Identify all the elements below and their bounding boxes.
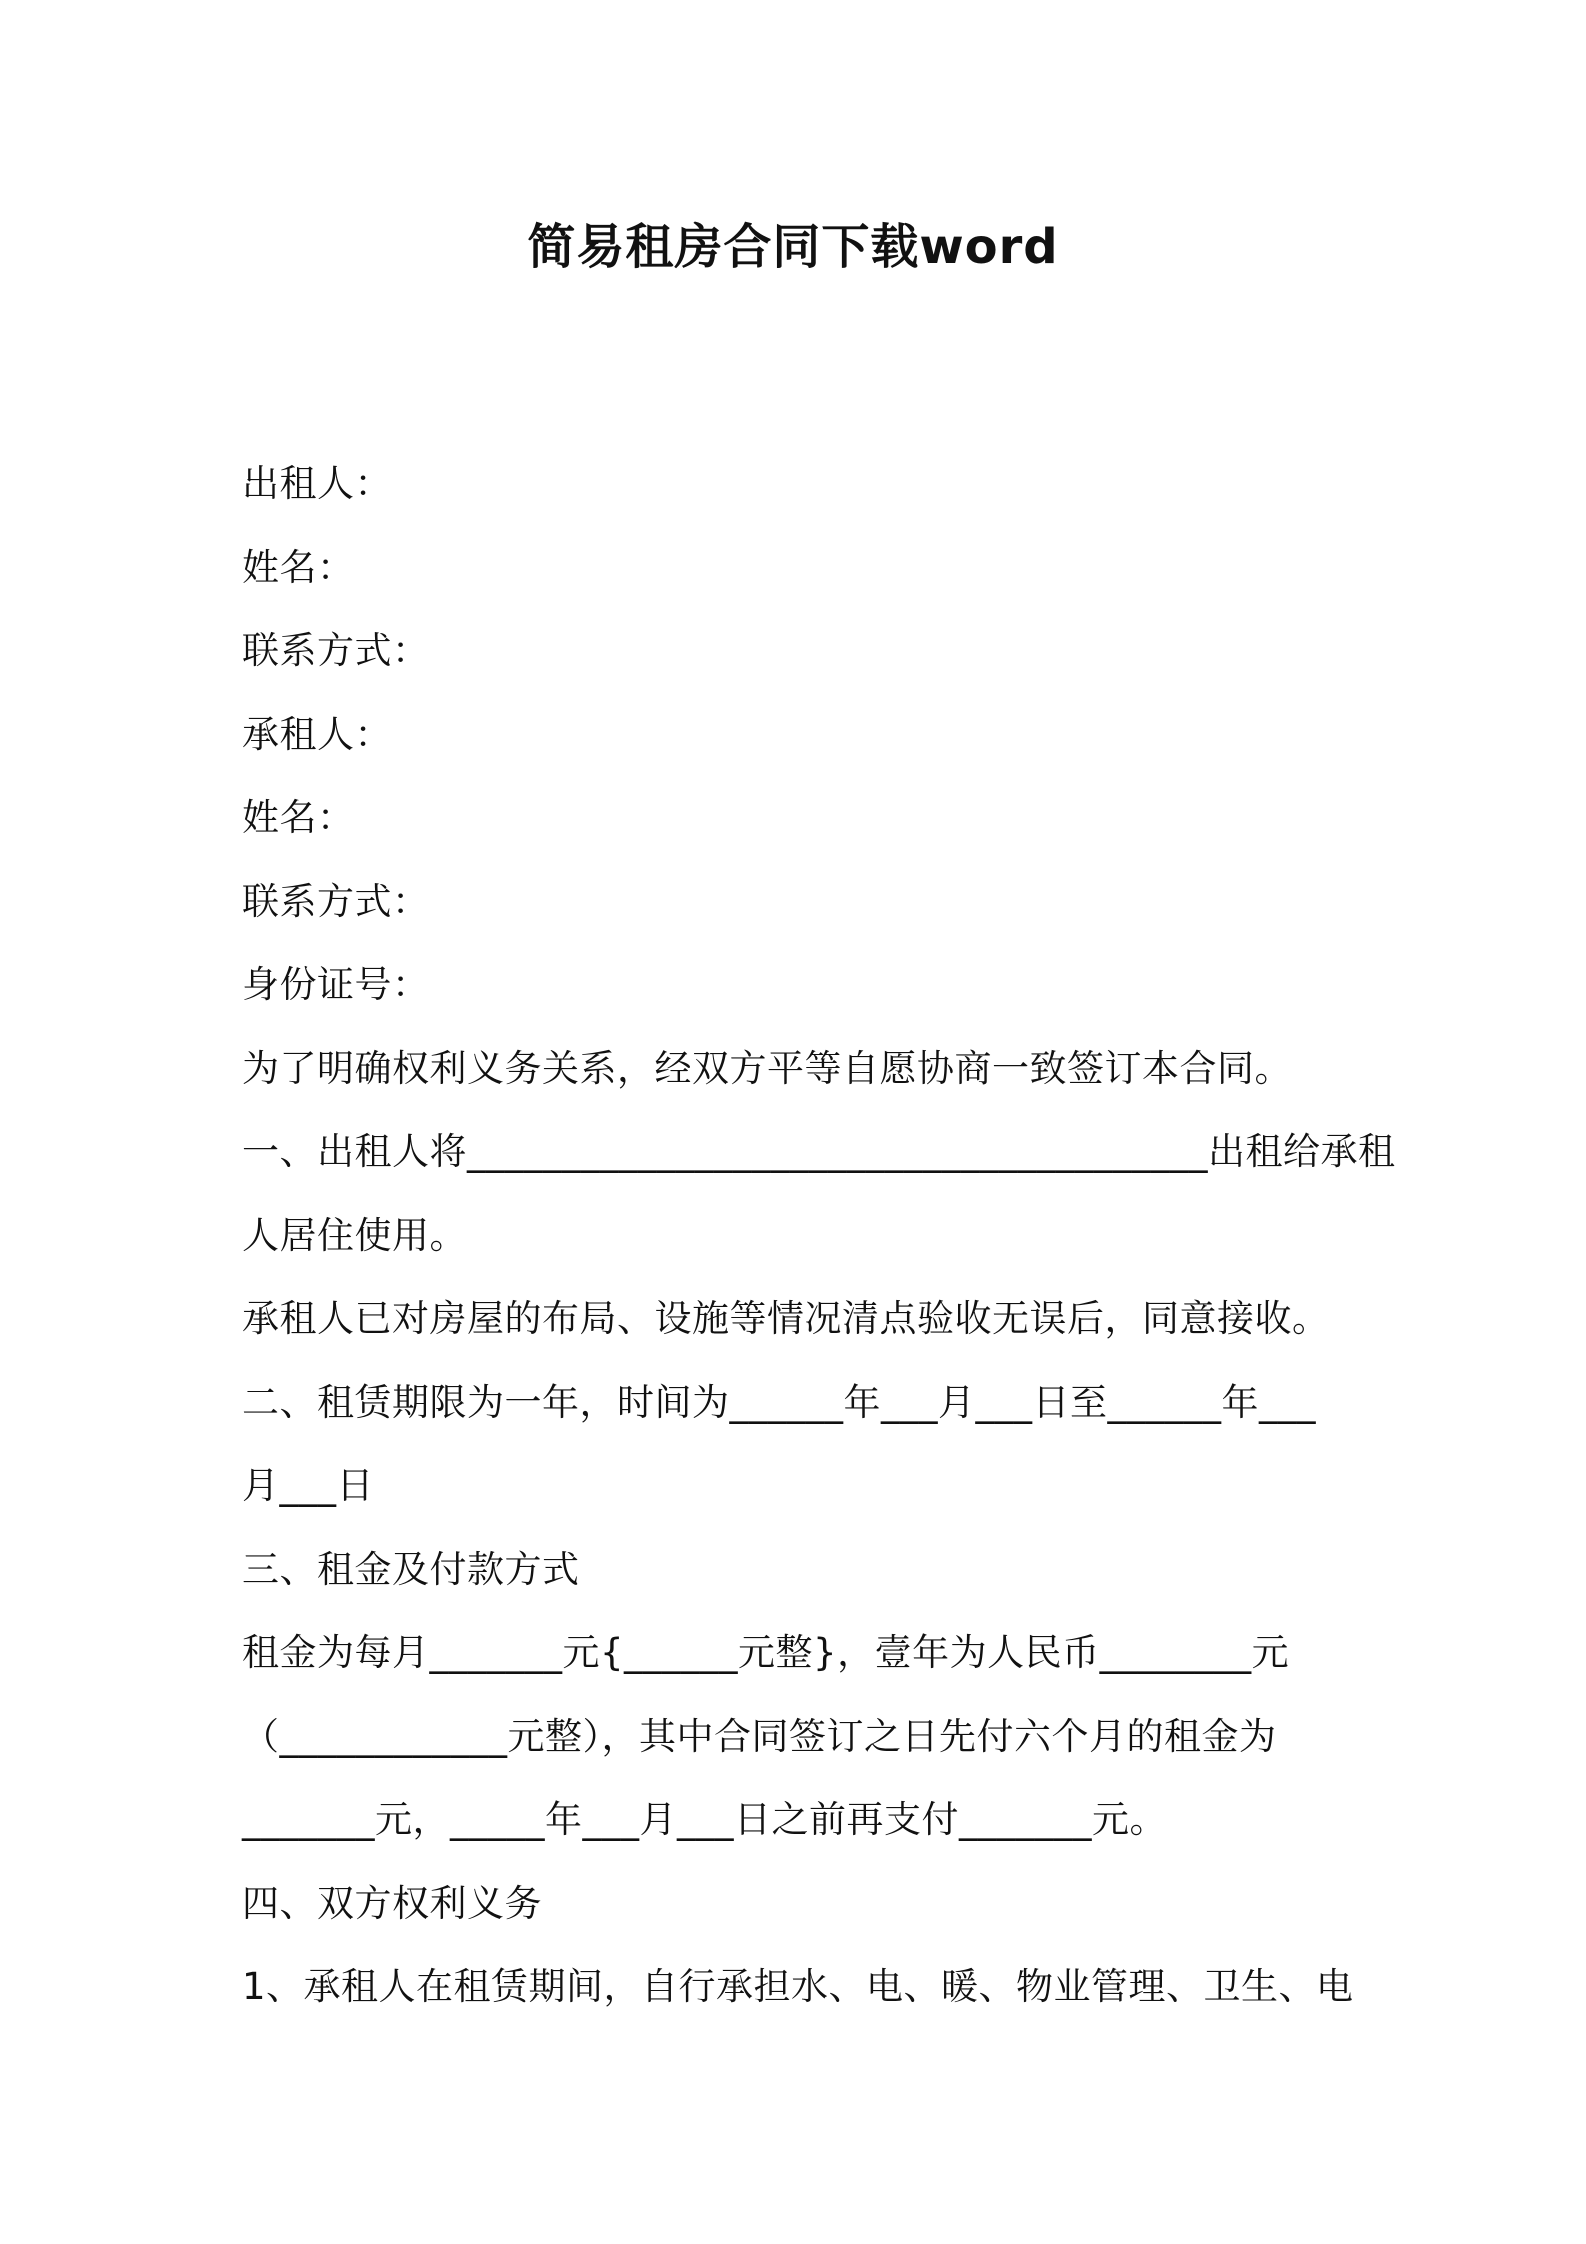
clause-3-line-3: _______元，_____年___月___日之前再支付_______元。 xyxy=(242,1798,1167,1841)
lessor-label: 出租人： xyxy=(242,462,392,505)
clause-2-line-2: 月___日 xyxy=(242,1464,374,1507)
clause-1-acceptance: 承租人已对房屋的布局、设施等情况清点验收无误后，同意接收。 xyxy=(242,1297,1330,1340)
preamble-paragraph: 为了明确权利义务关系，经双方平等自愿协商一致签订本合同。 xyxy=(242,1046,1292,1090)
clause-2-line-1: 二、租赁期限为一年，时间为______年___月___日至______年___ xyxy=(242,1380,1316,1424)
clause-3-line-2: （____________元整），其中合同签订之日先付六个月的租金为 xyxy=(242,1714,1277,1758)
clause-3-line-1: 租金为每月_______元{______元整}，壹年为人民币________元 xyxy=(242,1631,1290,1674)
lessee-id-label: 身份证号： xyxy=(242,963,430,1006)
clause-4-item-1: 1、承租人在租赁期间，自行承担水、电、暖、物业管理、卫生、电 xyxy=(242,1965,1354,2008)
clause-1-line-1: 一、出租人将_______________________________________出租给承租 xyxy=(242,1130,1396,1173)
clause-1-line-2: 人居住使用。 xyxy=(242,1213,467,1257)
lessee-name-label: 姓名： xyxy=(242,796,355,839)
lessee-contact-label: 联系方式： xyxy=(242,879,430,923)
clause-3-heading: 三、租金及付款方式 xyxy=(242,1547,580,1591)
lessor-name-label: 姓名： xyxy=(242,545,355,589)
lessor-contact-label: 联系方式： xyxy=(242,629,430,672)
document-title: 简易租房合同下载word xyxy=(527,219,1059,275)
clause-4-heading: 四、双方权利义务 xyxy=(242,1881,542,1925)
lessee-label: 承租人： xyxy=(242,712,392,756)
document-body xyxy=(242,442,1396,2029)
